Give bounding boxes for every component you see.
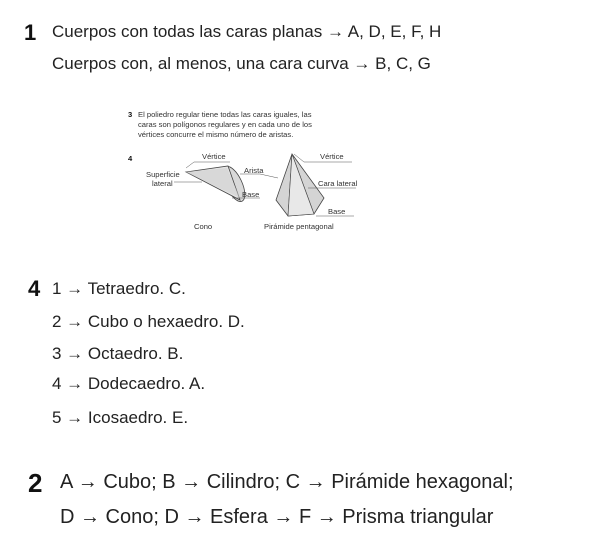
section-2-line-1: A → Cubo; B → Cilindro; C → Pirámide hexagonal; bbox=[60, 471, 514, 493]
pyramid-drawing bbox=[276, 154, 324, 216]
cone-drawing bbox=[186, 163, 249, 204]
section-1-line-1: Cuerpos con todas las caras planas → A, D, E, F, H bbox=[52, 22, 442, 41]
figure-q3-number: 3 bbox=[128, 110, 133, 119]
section-1-number: 1 bbox=[24, 20, 37, 45]
section-1-line-2: Cuerpos con, al menos, una cara curva → B, C, G bbox=[52, 54, 431, 73]
section-4-item: 2 → Cubo o hexaedro. D. bbox=[52, 312, 245, 331]
label-cone-surface-1: Superficie bbox=[146, 170, 180, 179]
label-pyramid-face: Cara lateral bbox=[318, 179, 358, 188]
section-4-number: 4 bbox=[28, 276, 41, 301]
section-4-item: 1 → Tetraedro. C. bbox=[52, 279, 186, 298]
label-cone-vertex: Vértice bbox=[202, 152, 226, 161]
figure-q3-line-3: vértices concurre el mismo número de aristas. bbox=[138, 130, 294, 139]
section-2-number: 2 bbox=[28, 468, 43, 498]
section-4-item: 5 → Icosaedro. E. bbox=[52, 408, 189, 427]
caption-cone: Cono bbox=[194, 222, 213, 231]
caption-pyramid: Pirámide pentagonal bbox=[264, 222, 334, 231]
figure-q3-line-2: caras son polígonos regulares y en cada uno de los bbox=[138, 120, 312, 129]
label-pyramid-base: Base bbox=[328, 207, 346, 216]
figure-q4-number: 4 bbox=[128, 154, 133, 163]
label-pyramid-vertex: Vértice bbox=[320, 152, 344, 161]
label-pyramid-edge: Arista bbox=[244, 166, 264, 175]
embedded-figure bbox=[128, 108, 364, 234]
section-4-item: 4 → Dodecaedro. A. bbox=[52, 374, 206, 393]
label-cone-surface-2: lateral bbox=[152, 179, 173, 188]
section-4-item: 3 → Octaedro. B. bbox=[52, 344, 184, 363]
figure-q3-line-1: El poliedro regular tiene todas las caras iguales, las bbox=[138, 110, 312, 119]
section-2-line-2: D → Cono; D → Esfera → F → Prisma triangular bbox=[60, 506, 494, 528]
label-cone-base: Base bbox=[242, 190, 260, 199]
leader-cone-vertex bbox=[186, 162, 194, 168]
